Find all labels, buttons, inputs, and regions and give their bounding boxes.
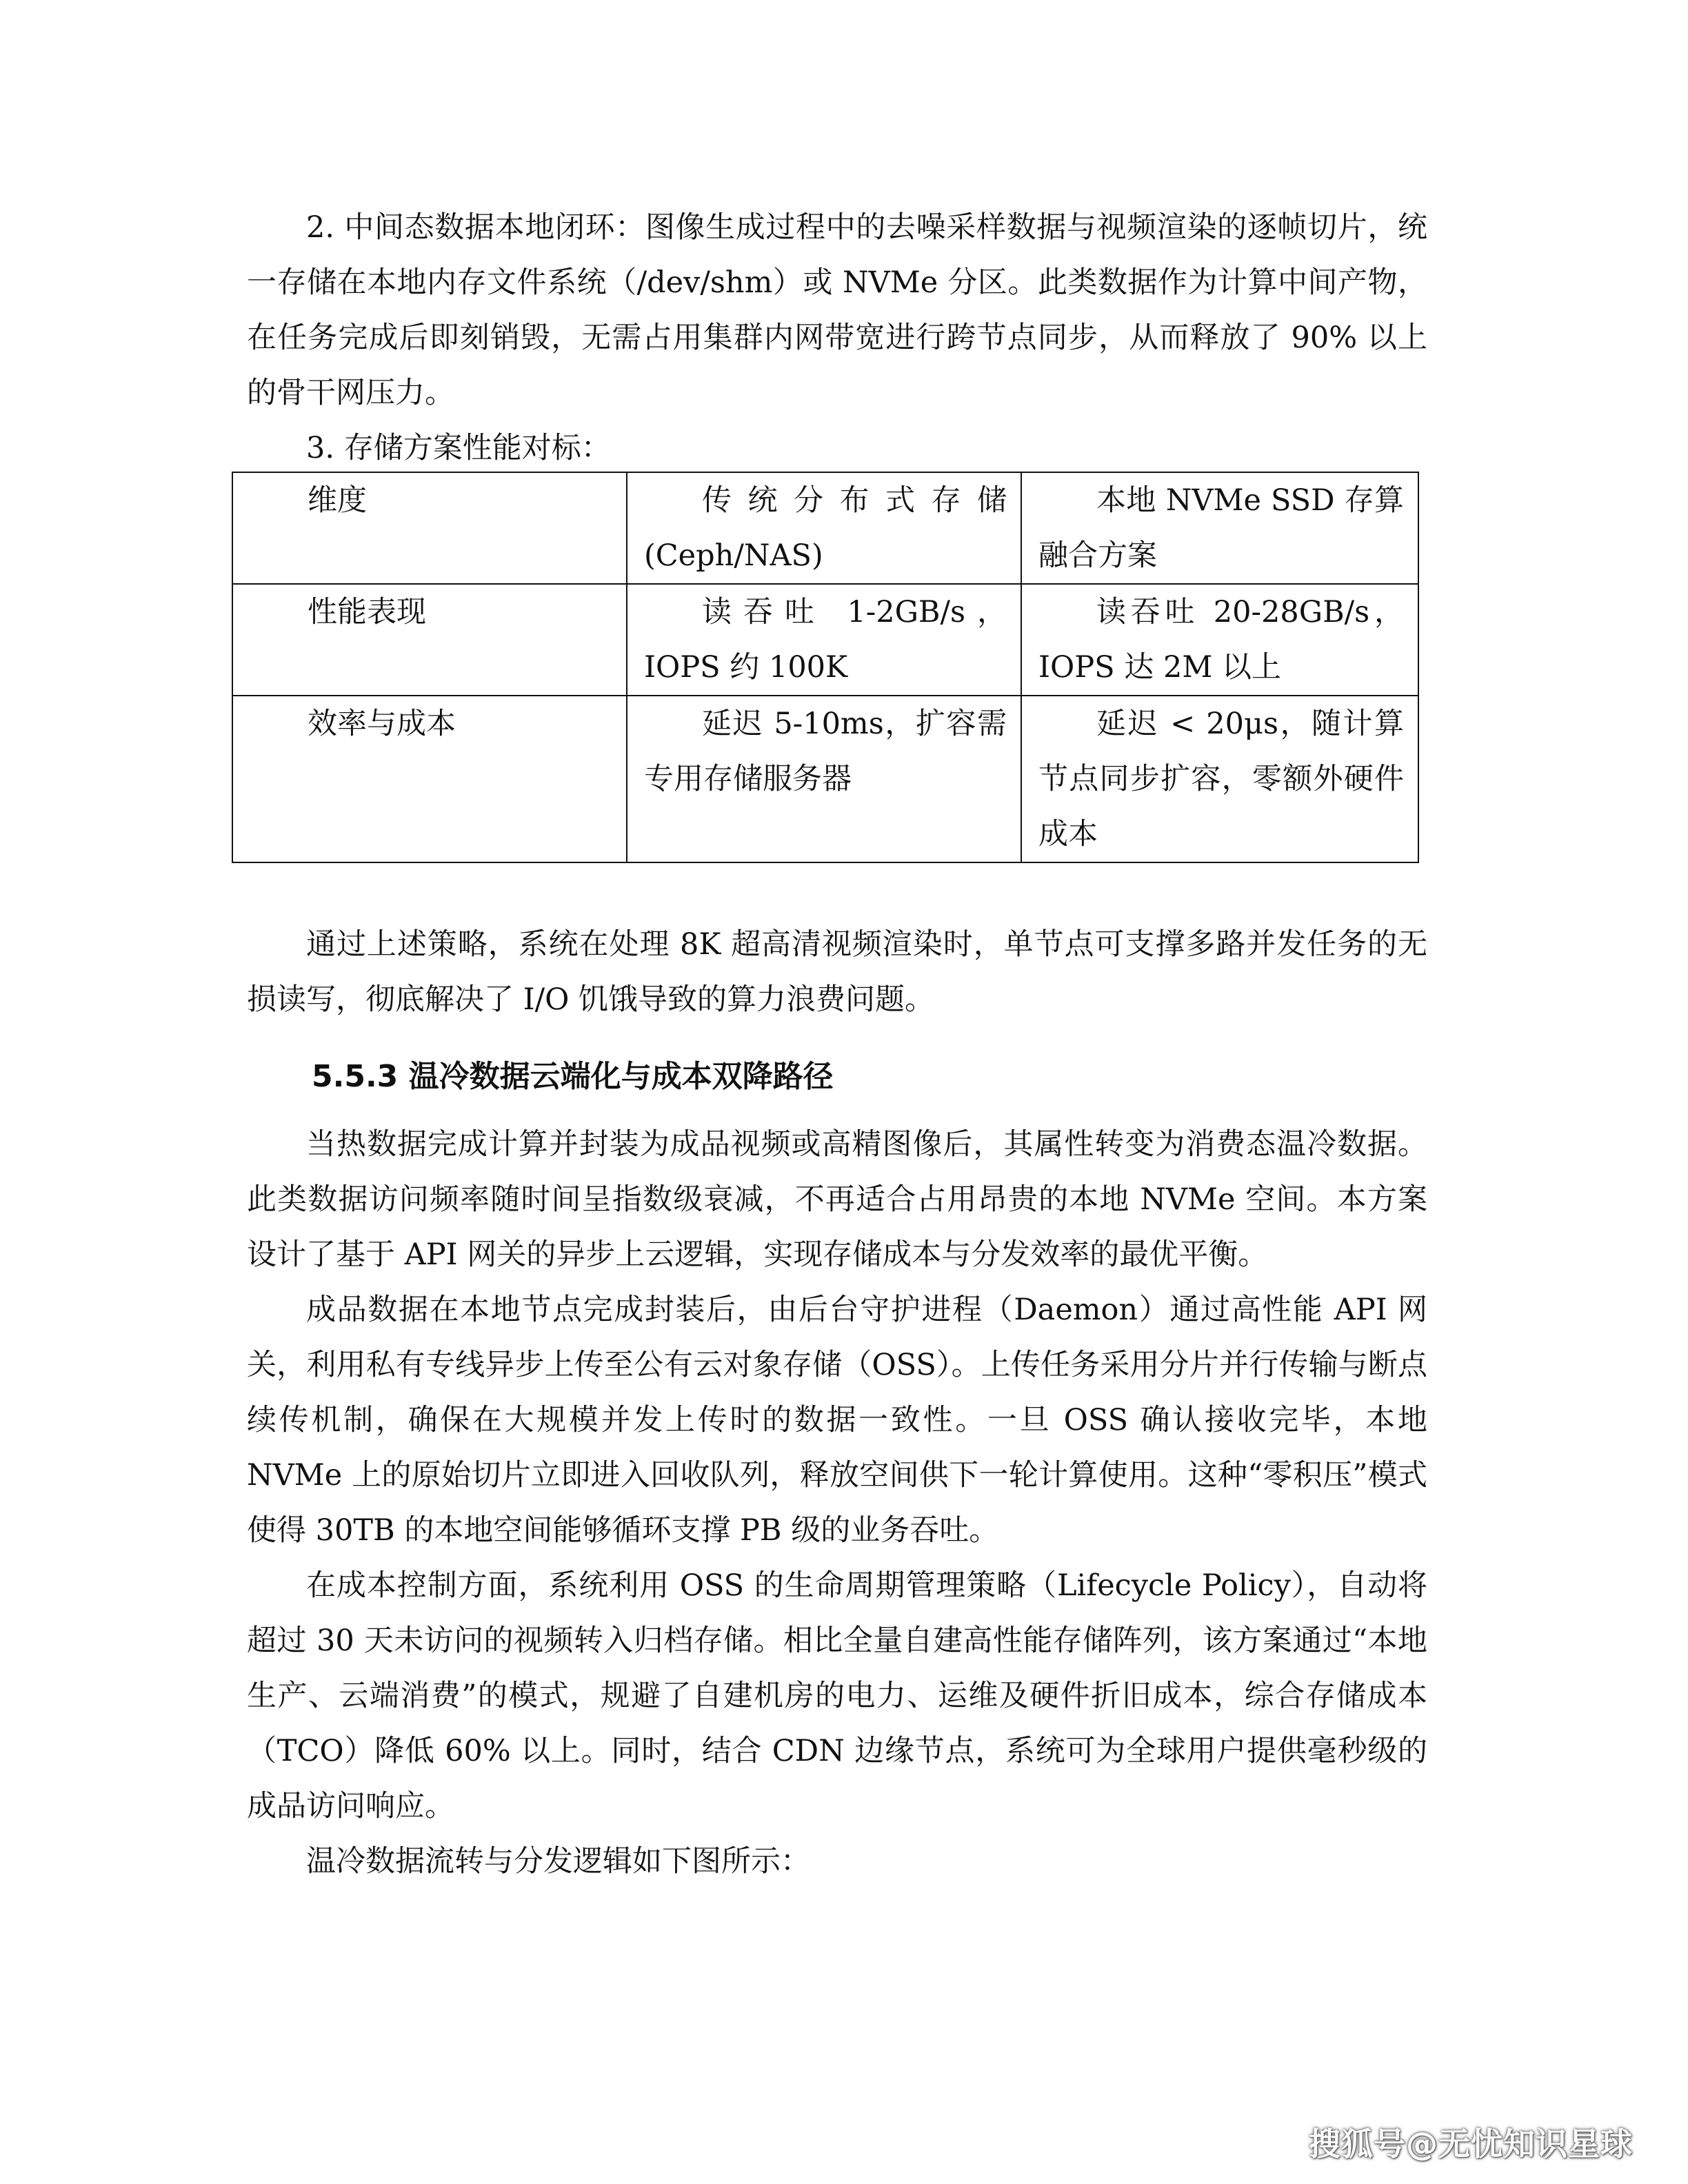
table-header-cell [232, 472, 627, 584]
table-cell [627, 696, 1021, 862]
cell-text: 效率与成本 [308, 707, 456, 741]
section-heading: 5.5.3 温冷数据云端化与成本双降路径 [312, 1059, 834, 1094]
paragraph-storage-benchmark-title [247, 421, 1427, 476]
section-heading-wrapper [247, 1049, 1427, 1104]
paragraph-text: 当热数据完成计算并封装为成品视频或高精图像后，其属性转变为消费态温冷数据。此类数据访问频率随时间呈指数级衰减，不再适合占用昂贵的本地 NVMe 空间。本方案设计了基于 API 网关的异步上云逻辑，实现存储成本与分发效率的最优平衡。 [247, 1127, 1427, 1272]
paragraph-intermediate-data [247, 200, 1427, 421]
paragraph-strategy-summary [247, 917, 1427, 1027]
table-cell [232, 584, 627, 696]
cell-text: 性能表现 [308, 595, 426, 629]
section-body [247, 1117, 1427, 1889]
table-cell [627, 584, 1021, 696]
cell-text: 延迟 < 20μs，随计算节点同步扩容，零额外硬件成本 [1038, 707, 1404, 851]
paragraph-text: 温冷数据流转与分发逻辑如下图所示： [306, 1844, 810, 1879]
watermark: 搜狐号@无忧知识星球 [1309, 2125, 1633, 2163]
paragraph-text: 通过上述策略，系统在处理 8K 超高清视频渲染时，单节点可支撑多路并发任务的无损读写，彻底解决了 I/O 饥饿导致的算力浪费问题。 [247, 927, 1427, 1017]
table-cell [1021, 584, 1418, 696]
table-row [232, 584, 1418, 696]
table-header-cell [1021, 472, 1418, 584]
table-cell [1021, 696, 1418, 862]
cell-text: 传统分布式存储 (Ceph/NAS) [644, 483, 1007, 573]
table-header-row [232, 472, 1418, 584]
table-cell [232, 696, 627, 862]
table-header-cell [627, 472, 1021, 584]
paragraph-text: 3. 存储方案性能对标： [306, 431, 611, 465]
storage-comparison-table [232, 472, 1419, 863]
cell-text: 本地 NVMe SSD 存算融合方案 [1038, 483, 1404, 573]
paragraph-text: 2. 中间态数据本地闭环：图像生成过程中的去噪采样数据与视频渲染的逐帧切片，统一存储在本地内存文件系统（/dev/shm）或 NVMe 分区。此类数据作为计算中间产物，在任务完成后即刻销毁，无需占用集群内网带宽进行跨节点同步，从而释放了 90% 以上的骨干网压力。 [247, 210, 1427, 410]
cell-text: 延迟 5-10ms，扩容需专用存储服务器 [644, 707, 1007, 796]
cell-text: 读吞吐 20-28GB/s，IOPS 达 2M 以上 [1038, 595, 1404, 685]
cell-text: 读吞吐 1-2GB/s，IOPS 约 100K [644, 595, 1007, 685]
table-row [232, 696, 1418, 862]
paragraph-text: 在成本控制方面，系统利用 OSS 的生命周期管理策略（Lifecycle Policy），自动将超过 30 天未访问的视频转入归档存储。相比全量自建高性能存储阵列，该方案通过“本地生产、云端消费”的模式，规避了自建机房的电力、运维及硬件折旧成本，综合存储成本（TCO）降低 60% 以上。同时，结合 CDN 边缘节点，系统可为全球用户提供毫秒级的成品访问响应。 [247, 1568, 1427, 1823]
cell-text: 维度 [308, 483, 367, 518]
paragraph-text: 成品数据在本地节点完成封装后，由后台守护进程（Daemon）通过高性能 API 网关，利用私有专线异步上传至公有云对象存储（OSS）。上传任务采用分片并行传输与断点续传机制，确保在大规模并发上传时的数据一致性。一旦 OSS 确认接收完毕，本地 NVMe 上的原始切片立即进入回收队列，释放空间供下一轮计算使用。这种“零积压”模式使得 30TB 的本地空间能够循环支撑 PB 级的业务吞吐。 [247, 1293, 1427, 1548]
